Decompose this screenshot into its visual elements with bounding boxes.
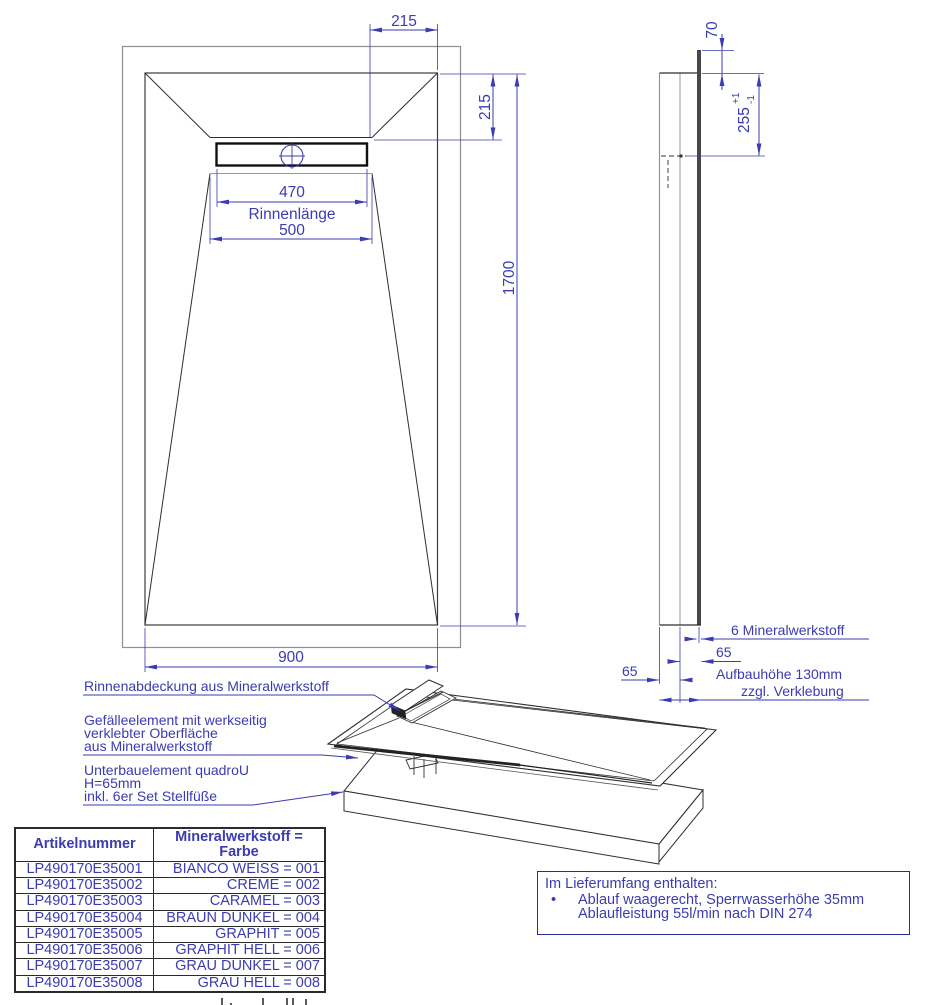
label-buildup-height: Aufbauhöhe 130mm <box>716 666 843 682</box>
tolerance-minus: -1 <box>746 95 757 104</box>
dim-width: 900 <box>278 649 304 666</box>
annotation-base-1: Unterbauelement quadroU <box>84 762 249 778</box>
dim-65-left: 65 <box>622 663 638 679</box>
color-code: BRAUN DUNKEL = 004 <box>154 910 326 926</box>
header-line2: Farbe <box>219 844 259 860</box>
drain-hidden-line <box>661 156 686 188</box>
dim-right-offset: 215 <box>477 94 494 120</box>
annotation-cover: Rinnenabdeckung aus Mineralwerkstoff <box>84 678 329 694</box>
leader-slope <box>83 755 358 758</box>
delivery-line2: Ablaufleistung 55l/min nach DIN 274 <box>578 906 813 922</box>
annotation-base-2: H=65mm <box>84 775 142 791</box>
header-artikelnummer: Artikelnummer <box>15 828 154 862</box>
slope-line <box>145 174 210 626</box>
color-code: GRAPHIT = 005 <box>154 926 326 942</box>
article-number: LP490170E35007 <box>15 959 154 975</box>
label-buildup-glue: zzgl. Verklebung <box>741 683 844 699</box>
label-channel: Rinnenlänge <box>248 206 336 223</box>
dim-drain-pos: 255 <box>736 107 753 133</box>
label-mineral-layer: 6 Mineralwerkstoff <box>731 622 845 638</box>
color-code: CARAMEL = 003 <box>154 894 326 910</box>
article-number: LP490170E35003 <box>15 894 154 910</box>
drain-point <box>680 155 683 158</box>
dim-channel-cover: 470 <box>279 184 305 201</box>
table-row <box>15 926 325 942</box>
dim-drain-pos-group <box>731 92 757 133</box>
annotation-slope-2: verklebter Oberfläche <box>84 725 218 741</box>
delivery-line1: Ablauf waagerecht, Sperrwasserhöhe 35mm <box>578 892 865 908</box>
dimension-lines <box>145 30 517 667</box>
delivery-title: Im Lieferumfang enthalten: <box>545 876 718 892</box>
article-number: LP490170E35004 <box>15 910 154 926</box>
dim-length: 1700 <box>501 260 518 296</box>
cropped-text-marks <box>221 998 307 1005</box>
dim-channel-total: 500 <box>279 222 305 239</box>
extension-lines <box>145 24 526 672</box>
dim-top-offset: 215 <box>391 13 417 30</box>
table-row <box>15 910 325 926</box>
slope-line <box>145 73 210 138</box>
annotation-base-3: inkl. 6er Set Stellfüße <box>84 788 218 804</box>
article-number: LP490170E35006 <box>15 943 154 959</box>
color-code: GRAPHIT HELL = 006 <box>154 943 326 959</box>
table-row <box>15 975 325 992</box>
extension-lines <box>660 51 766 704</box>
table-row <box>15 894 325 910</box>
side-view <box>621 21 869 703</box>
outer-frame <box>123 47 461 648</box>
table-row <box>15 959 325 975</box>
leader-cover <box>83 695 400 711</box>
header-line1: Mineralwerkstoff = <box>175 828 303 845</box>
color-code: GRAU HELL = 008 <box>154 975 326 992</box>
color-code: CREME = 002 <box>154 878 326 894</box>
table-row <box>15 943 325 959</box>
article-table <box>14 827 326 993</box>
article-number: LP490170E35002 <box>15 878 154 894</box>
table-header-row <box>15 828 325 862</box>
table-row <box>15 862 325 878</box>
color-code: BIANCO WEISS = 001 <box>154 862 326 878</box>
front-view <box>123 13 527 672</box>
annotation-slope-3: aus Mineralwerkstoff <box>84 738 213 754</box>
delivery-box <box>537 871 910 935</box>
article-number: LP490170E35005 <box>15 926 154 942</box>
table-row <box>15 878 325 894</box>
bullet-icon: • <box>551 892 557 908</box>
annotation-slope-1: Gefälleelement mit werkseitig <box>84 712 267 728</box>
article-number: LP490170E35008 <box>15 975 154 992</box>
dim-65-upper: 65 <box>716 644 732 660</box>
mineral-layer-strip <box>697 50 701 625</box>
color-code: GRAU DUNKEL = 007 <box>154 959 326 975</box>
slope-line <box>372 73 438 138</box>
header-mineralwerkstoff <box>154 828 326 862</box>
dim-edge-offset: 70 <box>704 21 721 39</box>
isometric-view <box>328 680 716 864</box>
article-number: LP490170E35001 <box>15 862 154 878</box>
slope-line <box>372 174 438 626</box>
tolerance-plus: +1 <box>731 92 742 104</box>
